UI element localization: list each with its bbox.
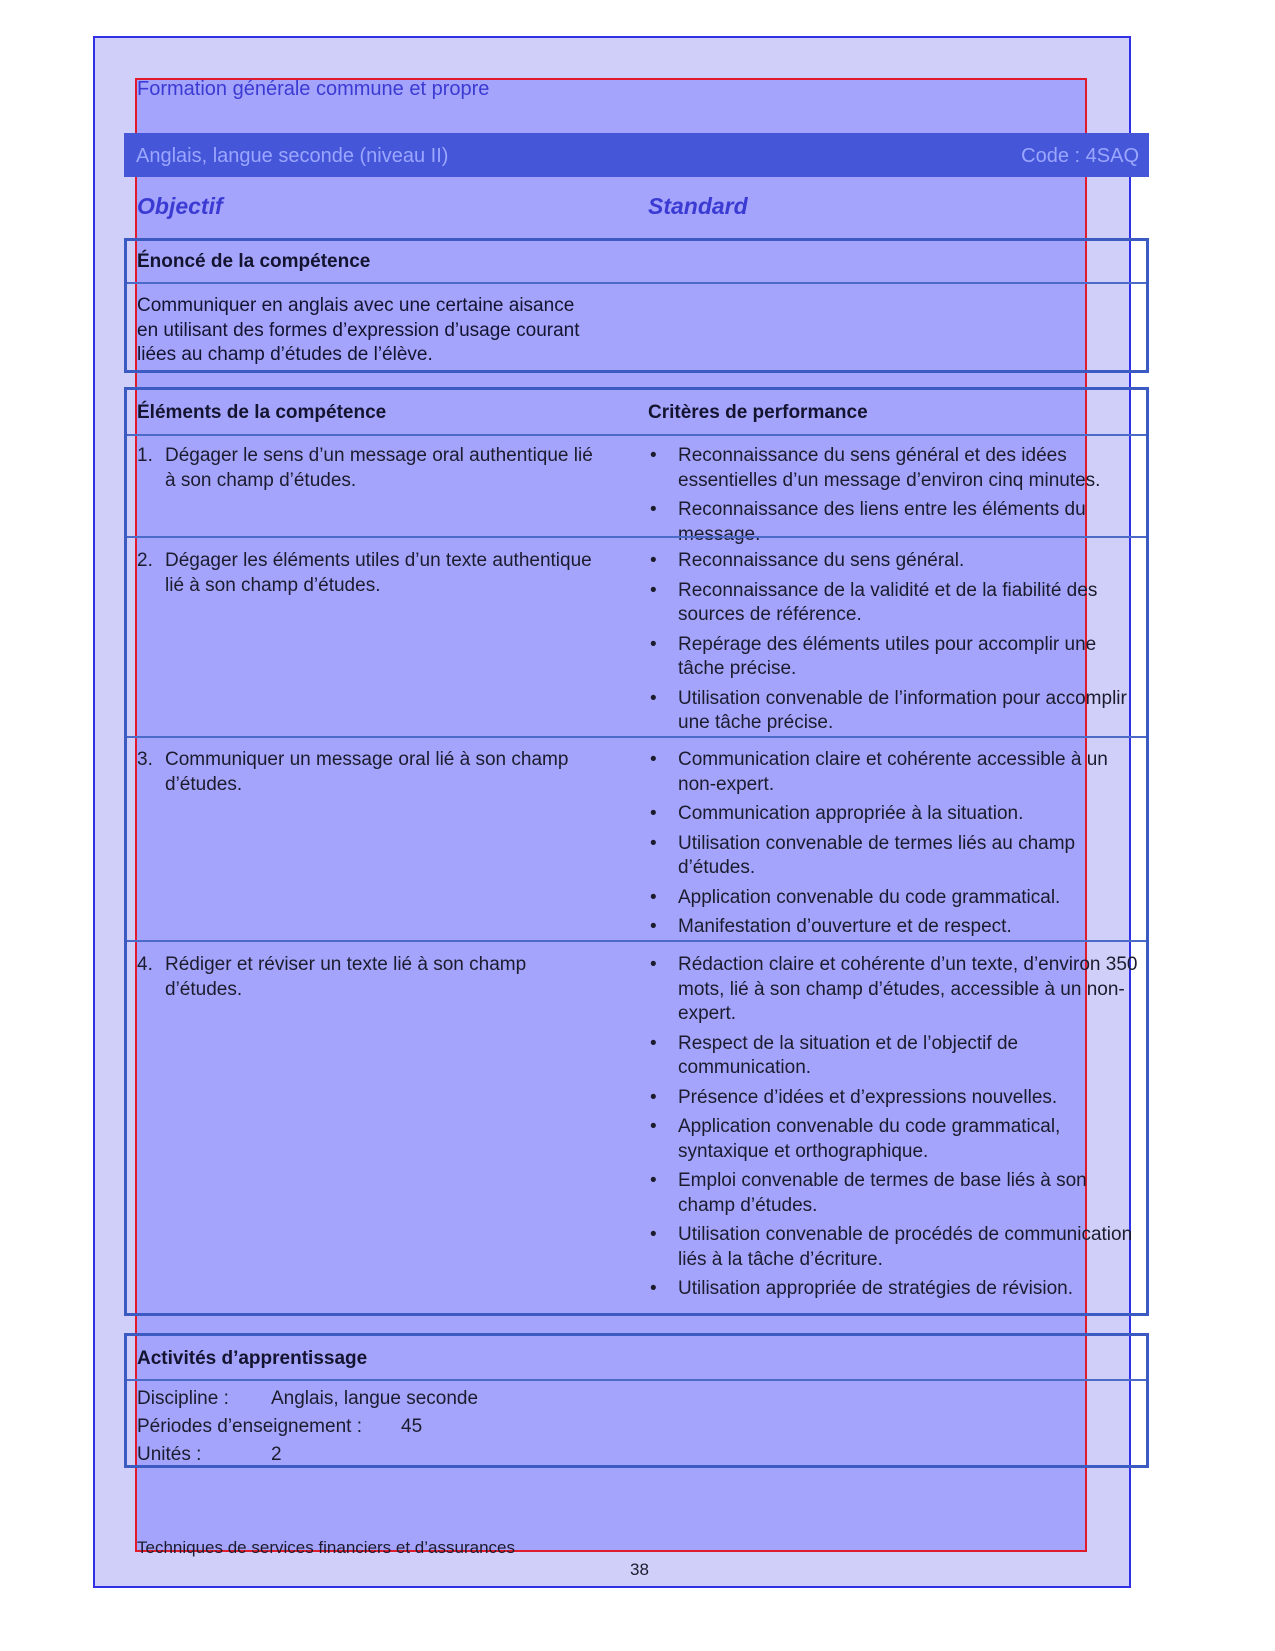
enonce-text: [137, 294, 580, 368]
element-number: 1.: [137, 445, 153, 466]
footer-program-title: Techniques de services financiers et d’assurances: [137, 1538, 515, 1557]
criterion-item: • Reconnaissance des liens entre les éléments du message.: [650, 499, 1086, 545]
discipline-row: [137, 1388, 479, 1410]
standard-label: Standard: [648, 193, 748, 219]
criterion-item: • Reconnaissance du sens général.: [648, 549, 1143, 574]
bullet-icon: •: [650, 803, 657, 824]
element-item-1: [137, 444, 607, 493]
elements-heading: Éléments de la compétence: [137, 402, 387, 423]
periodes-label: Périodes d’enseignement :: [137, 1416, 362, 1437]
bullet-icon: •: [650, 445, 657, 466]
elements-divider: [127, 434, 1146, 436]
bullet-icon: •: [650, 1032, 657, 1054]
criterion-item: • Respect de la situation et de l’objectif de communication.: [650, 1032, 1019, 1078]
enonce-box: [124, 238, 1149, 373]
unites-value: 2: [271, 1444, 282, 1465]
criterion-item: • Application convenable du code grammatical, syntaxique et orthographique.: [650, 1116, 1061, 1162]
discipline-value: Anglais, langue seconde: [271, 1388, 479, 1409]
course-title: Anglais, langue seconde (niveau II): [136, 145, 449, 167]
element-text: Dégager les éléments utiles d’un texte authentique lié à son champ d’études.: [165, 550, 592, 596]
criteria-heading: Critères de performance: [648, 402, 868, 423]
bullet-icon: •: [650, 1170, 657, 1191]
bullet-icon: •: [650, 499, 657, 520]
criterion-item: • Communication appropriée à la situation.: [648, 802, 1143, 827]
bullet-icon: •: [650, 1086, 657, 1108]
criterion-item: • Communication claire et cohérente accessible à un non-expert.: [650, 749, 1108, 795]
criterion-item: • Reconnaissance du sens général et des idées essentielles d’un message d’environ cinq minutes.: [650, 445, 1101, 491]
criterion-item: • Emploi convenable de termes de base liés à son champ d’études.: [650, 1170, 1087, 1216]
row-divider: [127, 536, 1146, 538]
element-number: 2.: [137, 550, 153, 571]
page-number: 38: [630, 1560, 649, 1579]
element-number: 3.: [137, 749, 153, 770]
enonce-line: liées au champ d’études de l’élève.: [137, 344, 433, 365]
enonce-line: en utilisant des formes d’expression d’usage courant: [137, 319, 580, 341]
element-text: Rédiger et réviser un texte lié à son champ d’études.: [165, 954, 527, 1000]
criteria-list-2: [648, 549, 1143, 741]
bullet-icon: •: [650, 579, 657, 601]
criterion-item: • Repérage des éléments utiles pour accomplir une tâche précise.: [650, 633, 1097, 679]
unites-row: [137, 1444, 282, 1466]
discipline-label: Discipline :: [137, 1388, 229, 1409]
bullet-icon: •: [650, 1224, 657, 1245]
program-header: Formation générale commune et propre: [137, 78, 490, 100]
criterion-item: • Reconnaissance de la validité et de la fiabilité des sources de référence.: [650, 579, 1098, 625]
bullet-icon: •: [650, 633, 657, 655]
row-divider: [127, 940, 1146, 942]
objectif-label: Objectif: [137, 193, 223, 219]
course-title-bar: [124, 133, 1149, 177]
criterion-item: • Utilisation convenable de l’information pour accomplir une tâche précise.: [650, 687, 1127, 733]
element-number: 4.: [137, 954, 153, 975]
bullet-icon: •: [650, 916, 657, 937]
periodes-row: [137, 1416, 423, 1438]
bullet-icon: •: [650, 1116, 657, 1137]
bullet-icon: •: [650, 832, 657, 854]
element-item-3: [137, 748, 607, 797]
criterion-item: • Présence d’idées et d’expressions nouvelles.: [648, 1086, 1143, 1111]
elements-box: [124, 387, 1149, 1316]
bullet-icon: •: [650, 749, 657, 770]
activites-box: [124, 1333, 1149, 1468]
bullet-icon: •: [650, 550, 657, 571]
activites-heading: Activités d’apprentissage: [137, 1348, 368, 1369]
bullet-icon: •: [650, 954, 657, 975]
enonce-divider: [127, 282, 1146, 284]
enonce-heading: Énoncé de la compétence: [137, 251, 371, 272]
criterion-item: • Utilisation appropriée de stratégies de révision.: [648, 1277, 1143, 1302]
criterion-item: • Manifestation d’ouverture et de respect.: [648, 915, 1143, 940]
enonce-line: Communiquer en anglais avec une certaine aisance: [137, 295, 575, 316]
criterion-item: • Rédaction claire et cohérente d’un texte, d’environ 350 mots, lié à son champ d’études, accessible à un non-expert.: [650, 954, 1138, 1024]
activites-divider: [127, 1379, 1146, 1381]
row-divider: [127, 736, 1146, 738]
course-code: Code : 4SAQ: [1021, 145, 1139, 167]
element-text: Dégager le sens d’un message oral authentique lié à son champ d’études.: [165, 445, 593, 491]
criterion-item: • Application convenable du code grammatical.: [648, 886, 1143, 911]
criterion-item: • Utilisation convenable de termes liés au champ d’études.: [650, 832, 1076, 878]
periodes-value: 45: [401, 1416, 423, 1437]
element-item-4: [137, 953, 607, 1002]
bullet-icon: •: [650, 886, 657, 908]
criteria-list-4: [648, 953, 1143, 1307]
bullet-icon: •: [650, 1278, 657, 1299]
bullet-icon: •: [650, 687, 657, 709]
criteria-list-3: [648, 748, 1143, 945]
element-text: Communiquer un message oral lié à son champ d’études.: [165, 749, 569, 795]
unites-label: Unités :: [137, 1444, 202, 1465]
element-item-2: [137, 549, 607, 598]
criterion-item: • Utilisation convenable de procédés de communication liés à la tâche d’écriture.: [650, 1224, 1133, 1270]
